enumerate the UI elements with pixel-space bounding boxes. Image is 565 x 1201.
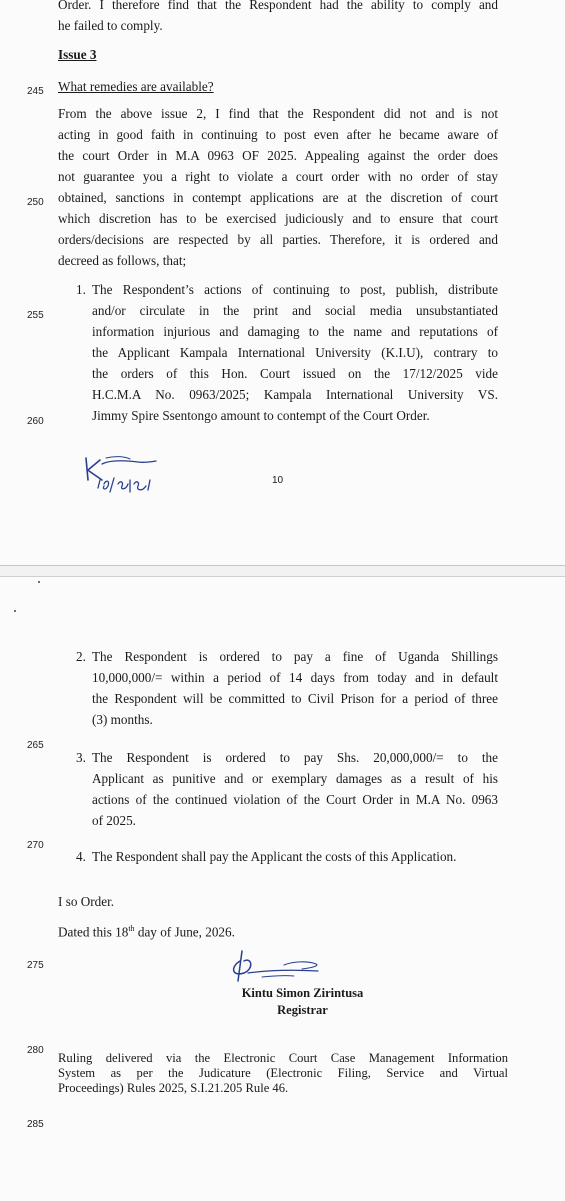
intro-line: Order. I therefore find that the Respondent had the ability to comply and [58,0,498,12]
list-item-number: 2. [76,649,86,664]
line-number: 265 [27,740,44,751]
line-number: 285 [27,1119,44,1130]
item-line: information injurious and damaging to the name and reputations of [92,324,498,339]
ruling-line: Ruling delivered via the Electronic Court Case Management Information [58,1051,508,1065]
item-line: of 2025. [92,813,136,828]
item-line: The Respondent is ordered to pay Shs. 20,000,000/= to the [92,750,498,765]
ruling-line: Proceedings) Rules 2025, S.I.21.205 Rule 46. [58,1081,289,1095]
intro-paragraph [58,0,498,36]
dated-ordinal: th [128,924,135,933]
item-line: Applicant as punitive and or exemplary damages as a result of his [92,771,498,786]
line-number: 275 [27,960,44,971]
item-line: the Respondent will be committed to Civil Prison for a period of three [92,691,498,706]
item-line: H.C.M.A No. 0963/2025; Kampala International University VS. [92,387,498,402]
remedies-paragraph [58,103,498,271]
paragraph-line: not guarantee you a right to violate a court order with no order of stay [58,169,498,184]
handwritten-initials [80,450,175,500]
item-line: (3) months. [92,712,153,727]
ruling-note [58,1051,508,1096]
document-page-11 [0,576,565,1201]
paragraph-line: decreed as follows, that; [58,253,187,268]
issue-heading: Issue 3 [58,47,97,62]
item-line: actions of the continued violation of the Court Order in M.A No. 0963 [92,792,498,807]
item-line: Jimmy Spire Ssentongo amount to contempt of the Court Order. [92,408,430,423]
line-number: 270 [27,840,44,851]
page-number: 10 [272,475,284,486]
paragraph-line: which discretion has to be exercised judiciously and to ensure that court [58,211,498,226]
intro-line: he failed to comply. [58,18,163,33]
list-item-number: 4. [76,849,86,864]
line-number: 260 [27,416,44,427]
item-line: and/or circulate in the print and social media unsubstantiated [92,303,498,318]
line-number: 255 [27,310,44,321]
line-number: 280 [27,1045,44,1056]
issue-question: What remedies are available? [58,79,214,94]
order-item-2 [92,646,498,730]
dated-suffix: day of June, 2026. [134,924,235,940]
document-page-10 [0,0,565,566]
scan-speck [38,581,40,583]
order-item-1 [92,279,498,426]
paragraph-line: From the above issue 2, I find that the Respondent did not and is not [58,106,498,121]
paragraph-line: acting in good faith in continuing to post even after he became aware of [58,127,498,142]
registrar-signature [222,947,332,987]
item-line: the orders of this Hon. Court issued on the 17/12/2025 vide [92,366,498,381]
item-line: the Applicant Kampala International University (K.I.U), contrary to [92,345,498,360]
order-item-3 [92,747,498,831]
list-item-number: 3. [76,750,86,765]
paragraph-line: obtained, sanctions in contempt applications are at the discretion of court [58,190,498,205]
ruling-line: System as per the Judicature (Electronic Filing, Service and Virtual [58,1066,508,1080]
dated-line [58,918,235,942]
item-line: The Respondent is ordered to pay a fine of Uganda Shillings [92,649,498,664]
line-number: 245 [27,86,44,97]
signatory-block [0,985,565,1019]
line-number: 250 [27,197,44,208]
signatory-name: Kintu Simon Zirintusa [241,986,364,1000]
scan-speck [14,610,16,612]
item-line: 10,000,000/= within a period of 14 days from today and in default [92,670,498,685]
so-order: I so Order. [58,894,115,909]
paragraph-line: the court Order in M.A 0963 OF 2025. Appealing against the order does [58,148,498,163]
list-item-number: 1. [76,282,86,297]
signatory-title: Registrar [277,1003,328,1017]
page-separator [0,566,565,576]
dated-prefix: Dated this 18 [58,924,129,940]
order-item-4: The Respondent shall pay the Applicant the costs of this Application. [92,849,457,864]
item-line: The Respondent’s actions of continuing to post, publish, distribute [92,282,498,297]
paragraph-line: orders/decisions are respected by all parties. Therefore, it is ordered and [58,232,498,247]
